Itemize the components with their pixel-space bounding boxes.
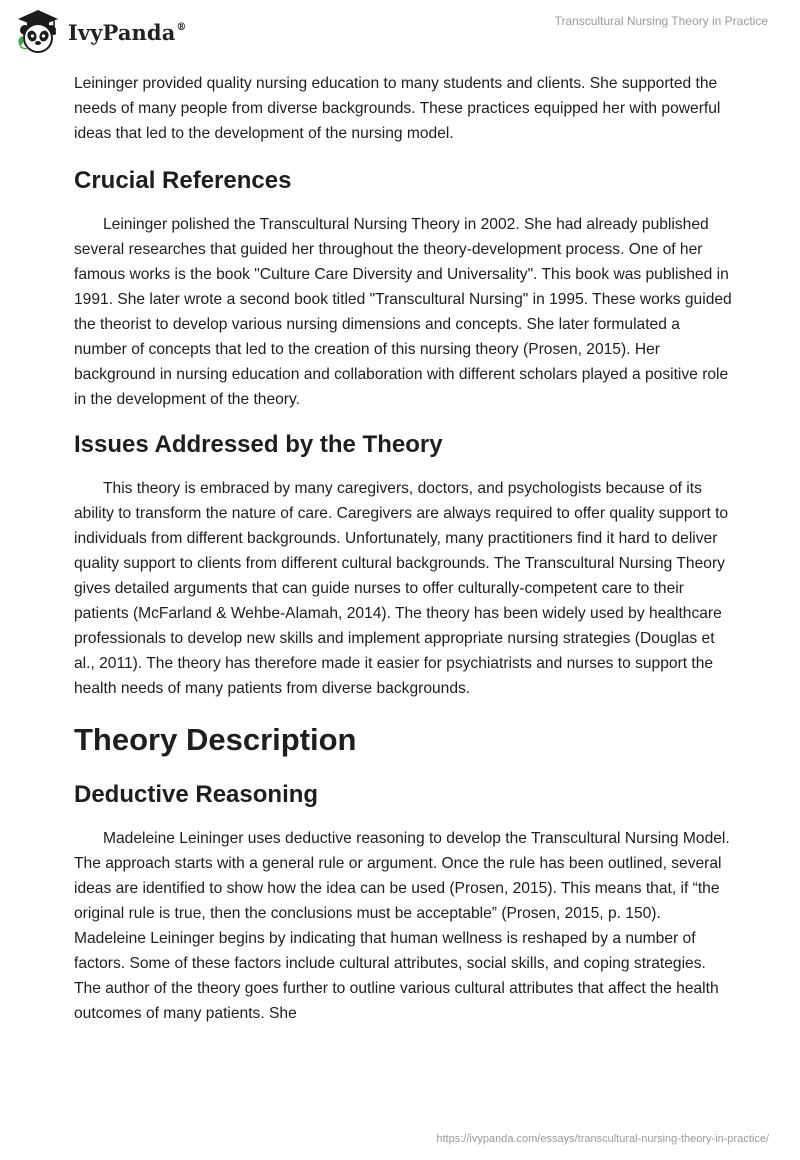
ivypanda-logo[interactable] [14, 8, 187, 56]
deductive-reasoning-paragraph: Madeleine Leininger uses deductive reasoning to develop the Transcultural Nursing Model. The approach starts with a general rule or argument. Once the rule has been outlined, several ideas are identified to show how the idea can be used (Prosen, 2015). This means that, if “the original rule is true, then the conclusions must be acceptable” (Prosen, 2015, p. 150). Madeleine Leininger begins by indicating that human wellness is reshaped by a number of factors. Some of these factors include cultural attributes, social skills, and coping strategies. The author of the theory goes further to outline various cultural attributes that affect the health outcomes of many patients. She [74, 830, 730, 1022]
essay-body [74, 71, 734, 1026]
crucial-references-paragraph: Leininger polished the Transcultural Nursing Theory in 2002. She had already published several researches that guided her throughout the theory-development process. One of her famous works is the book "Culture Care Diversity and Universality". This book was published in 1991. She later wrote a second book titled "Transcultural Nursing" in 1995. These works guided the theorist to develop various nursing dimensions and concepts. She later formulated a number of concepts that led to the creation of this nursing theory (Prosen, 2015). Her background in nursing education and collaboration with different scholars played a positive role in the development of the theory. [74, 216, 732, 408]
heading-deductive-reasoning: Deductive Reasoning [74, 781, 319, 808]
issues-addressed-paragraph: This theory is embraced by many caregivers, doctors, and psychologists because of its ability to transform the nature of care. Caregivers are always required to offer quality support to individuals from different backgrounds. Unfortunately, many practitioners find it hard to deliver quality support to clients from different cultural backgrounds. The Transcultural Nursing Theory gives detailed arguments that can guide nurses to offer culturally-competent care to their patients (McFarland & Wehbe-Alamah, 2014). The theory has been widely used by healthcare professionals to develop new skills and implement appropriate nursing strategies (Douglas et al., 2011). The theory has therefore made it easier for psychiatrists and nurses to support the health needs of many patients from diverse backgrounds. [74, 480, 729, 697]
heading-issues-addressed: Issues Addressed by the Theory [74, 431, 443, 458]
document-title: Transcultural Nursing Theory in Practice [554, 14, 768, 28]
panda-graduate-icon [14, 8, 62, 56]
heading-crucial-references: Crucial References [74, 167, 292, 194]
page-header [0, 0, 800, 66]
intro-paragraph: Leininger provided quality nursing education to many students and clients. She supported the needs of many people from diverse backgrounds. These practices equipped her with powerful ideas that led to the development of the nursing model. [74, 75, 721, 142]
heading-theory-description: Theory Description [74, 722, 357, 757]
logo-wordmark: IvyPanda® [68, 19, 187, 45]
source-url[interactable]: https://ivypanda.com/essays/transcultural-nursing-theory-in-practice/ [436, 1133, 769, 1145]
